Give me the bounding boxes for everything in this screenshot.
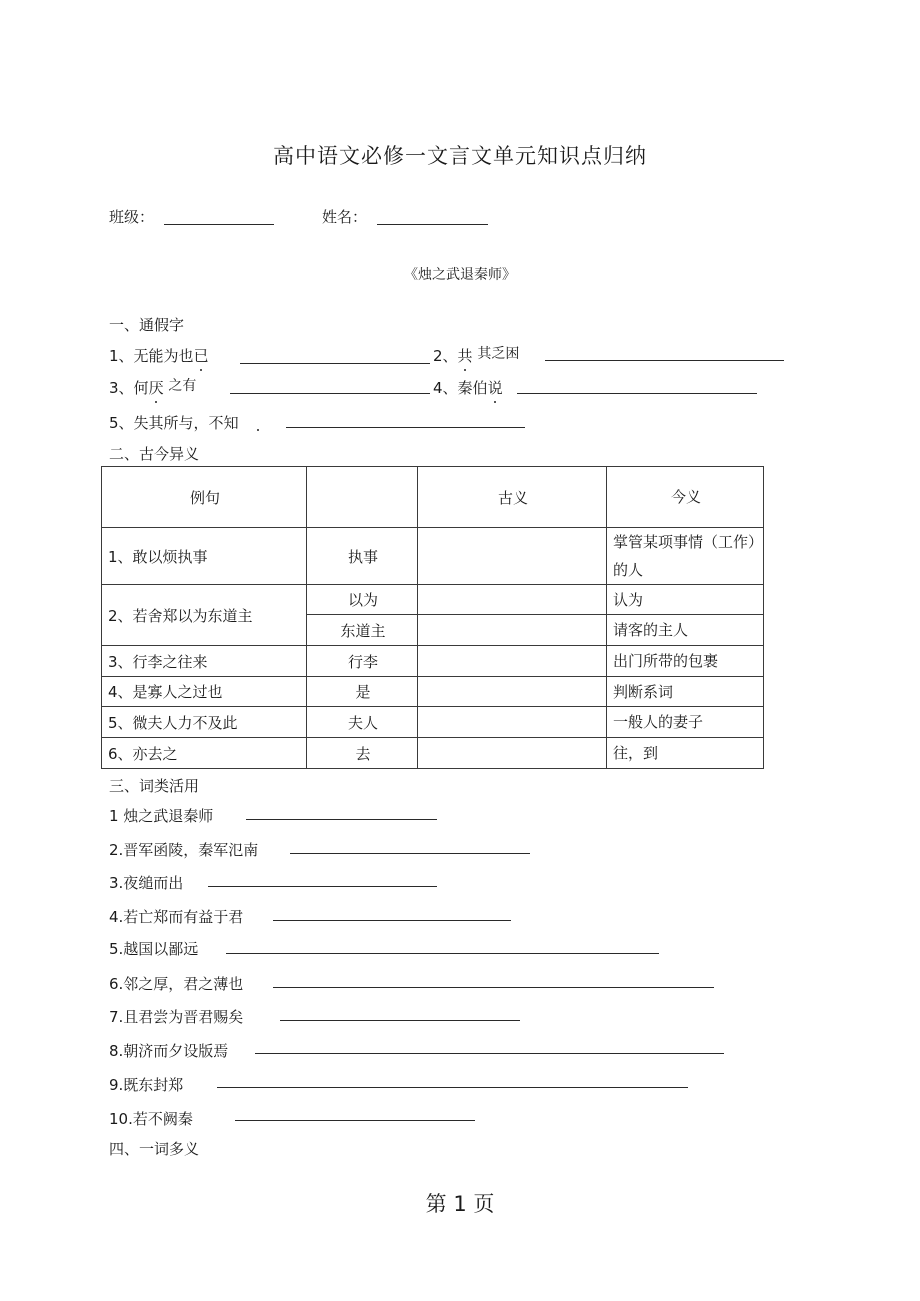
cell-ancient[interactable] [418, 738, 607, 769]
table-header-row [102, 467, 764, 528]
tongjia-item-3 [109, 377, 196, 398]
table-row [102, 677, 764, 707]
table-row [102, 585, 764, 615]
tongjia-item-4 [433, 377, 503, 398]
emphasis-dot [257, 429, 259, 431]
ciyu-item-8: 8.朝济而夕设版焉 [109, 1042, 229, 1060]
cell-word: 东道主 [307, 615, 418, 646]
tongjia-answer-1[interactable] [240, 363, 430, 364]
cell-word: 行李 [307, 646, 418, 677]
ciyu-item-6: 6.邻之厚，君之薄也 [109, 975, 244, 993]
header-word [307, 467, 418, 528]
ciyu-answer-4[interactable] [273, 920, 511, 921]
lesson-title: 《烛之武退秦师》 [404, 267, 516, 283]
cell-ancient[interactable] [418, 585, 607, 615]
cell-modern: 掌管某项事情（工作）的人 [607, 528, 764, 585]
table-row [102, 738, 764, 769]
class-label: 班级： [109, 208, 155, 226]
ciyu-item-9: 9.既东封郑 [109, 1076, 184, 1094]
table-row [102, 707, 764, 738]
item-text: 失其所与，不 [133, 414, 224, 432]
ciyu-item-10: 10.若不阙秦 [109, 1110, 193, 1128]
item-text: 秦伯 [457, 379, 488, 397]
ciyu-answer-6[interactable] [273, 987, 714, 988]
ciyu-item-4: 4.若亡郑而有益于君 [109, 908, 244, 926]
cell-sentence: 5、微夫人力不及此 [102, 707, 307, 738]
item-number: 3、 [109, 379, 134, 397]
cell-sentence: 3、行李之往来 [102, 646, 307, 677]
cell-sentence: 4、是寡人之过也 [102, 677, 307, 707]
ciyu-item-1: 1 烛之武退秦师 [109, 807, 214, 825]
ciyu-item-2: 2.晋军函陵，秦军氾南 [109, 841, 259, 859]
cell-word: 执事 [307, 528, 418, 585]
cell-modern: 请客的主人 [607, 615, 764, 646]
dotted-char: 说 [487, 379, 503, 397]
tongjia-item-1 [109, 345, 209, 366]
table-row [102, 528, 764, 585]
table-row [102, 646, 764, 677]
item-text-post: 之有 [168, 378, 197, 394]
cell-sentence: 2、若舍郑以为东道主 [102, 585, 307, 646]
ciyu-answer-3[interactable] [208, 886, 437, 887]
ciyu-answer-7[interactable] [280, 1020, 520, 1021]
ciyu-item-5: 5.越国以鄙远 [109, 940, 199, 958]
dotted-char: 已 [193, 347, 209, 365]
dotted-char: 厌 [148, 379, 164, 397]
cell-modern: 出门所带的包裹 [607, 646, 764, 677]
item-number: 4、 [433, 379, 458, 397]
tongjia-answer-4[interactable] [517, 393, 757, 394]
page-number: 第 1 页 [425, 1192, 495, 1216]
item-number: 2、 [433, 347, 458, 365]
cell-modern: 一般人的妻子 [607, 707, 764, 738]
ciyu-answer-9[interactable] [217, 1087, 688, 1088]
cell-modern: 认为 [607, 585, 764, 615]
section4-heading: 四、一词多义 [109, 1140, 200, 1158]
section3-heading: 三、词类活用 [109, 777, 200, 795]
class-field[interactable] [164, 224, 274, 225]
cell-word: 以为 [307, 585, 418, 615]
name-label: 姓名： [322, 208, 368, 226]
item-number: 1、 [109, 347, 134, 365]
tongjia-answer-3[interactable] [230, 393, 430, 394]
ciyu-answer-2[interactable] [290, 853, 530, 854]
document-title: 高中语文必修一文言文单元知识点归纳 [273, 144, 647, 168]
cell-modern: 判断系词 [607, 677, 764, 707]
header-example: 例句 [102, 467, 307, 528]
dotted-char: 知 [223, 414, 239, 432]
cell-word: 去 [307, 738, 418, 769]
tongjia-answer-5[interactable] [286, 427, 525, 428]
item-text: 无能为也 [133, 347, 194, 365]
cell-word: 是 [307, 677, 418, 707]
header-modern: 今义 [607, 467, 764, 528]
ciyu-answer-5[interactable] [226, 953, 659, 954]
name-field[interactable] [377, 224, 488, 225]
cell-ancient[interactable] [418, 646, 607, 677]
header-ancient: 古义 [418, 467, 607, 528]
ciyu-answer-10[interactable] [235, 1120, 475, 1121]
item-text: 其乏困 [477, 346, 520, 362]
ciyu-answer-8[interactable] [255, 1053, 724, 1054]
cell-ancient[interactable] [418, 707, 607, 738]
tongjia-answer-2[interactable] [545, 360, 784, 361]
dotted-char: 共 [457, 347, 473, 365]
ancient-modern-meaning-table [101, 466, 764, 769]
cell-sentence: 6、亦去之 [102, 738, 307, 769]
item-text: 何 [133, 379, 149, 397]
tongjia-item-5 [109, 412, 239, 433]
ciyu-item-3: 3.夜缒而出 [109, 874, 184, 892]
section2-heading: 二、古今异义 [109, 445, 200, 463]
cell-ancient[interactable] [418, 615, 607, 646]
ciyu-item-7: 7.且君尝为晋君赐矣 [109, 1008, 244, 1026]
tongjia-item-2 [433, 345, 519, 366]
cell-ancient[interactable] [418, 528, 607, 585]
section1-heading: 一、通假字 [109, 316, 185, 334]
cell-modern: 往，到 [607, 738, 764, 769]
cell-ancient[interactable] [418, 677, 607, 707]
cell-sentence: 1、敢以烦执事 [102, 528, 307, 585]
item-number: 5、 [109, 414, 134, 432]
cell-word: 夫人 [307, 707, 418, 738]
ciyu-answer-1[interactable] [246, 819, 437, 820]
